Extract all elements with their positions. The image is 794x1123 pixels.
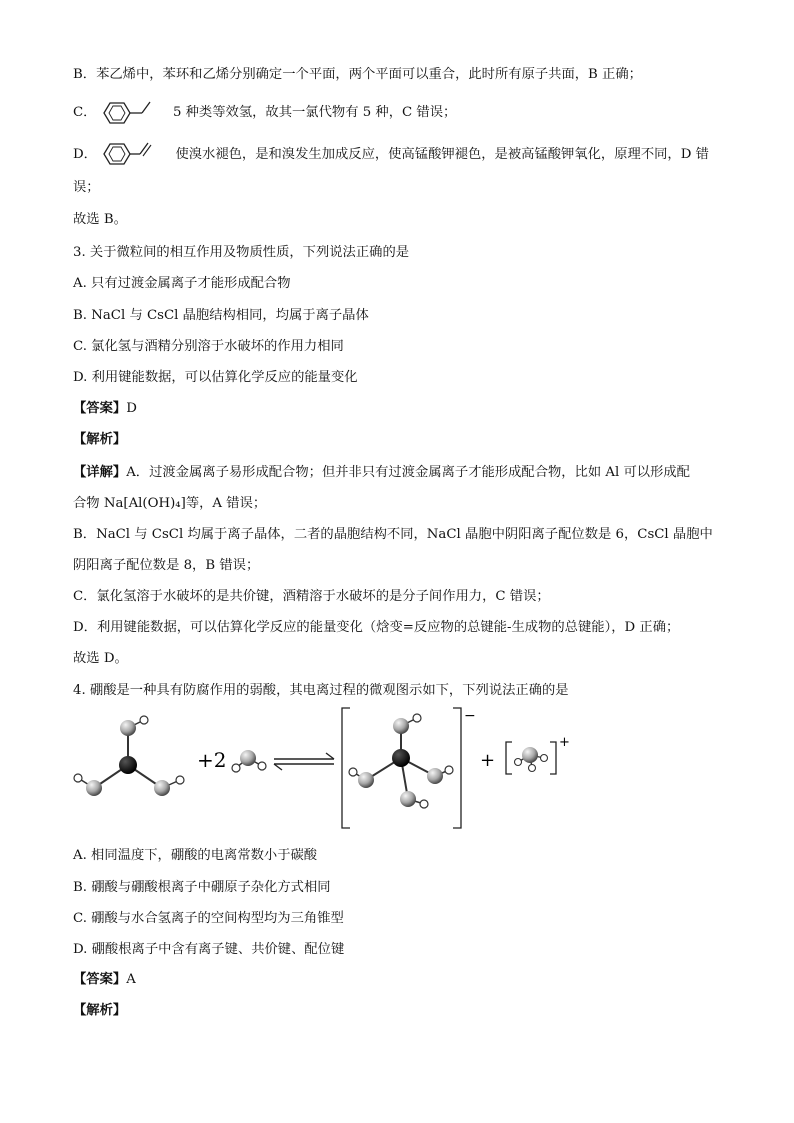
q3-answer-tag: 【答案】	[73, 401, 127, 416]
q3-detail-c: C．氯化氢溶于水破坏的是共价键，酒精溶于水破坏的是分子间作用力，C 错误；	[73, 589, 550, 604]
q3-option-b: B. NaCl 与 CsCl 晶胞结构相同，均属于离子晶体	[73, 308, 369, 323]
prev-line-c-text: 5 种类等效氢，故其一氯代物有 5 种，C 错误；	[172, 105, 457, 120]
q3-detail-tag: 【详解】	[73, 465, 127, 480]
q4-analysis-label: 【解析】	[73, 1003, 127, 1018]
equilibrium-arrow	[274, 753, 334, 770]
q4-option-b: B. 硼酸与硼酸根离子中硼原子杂化方式相同	[73, 880, 331, 895]
boric-acid-ionization-diagram	[60, 700, 600, 840]
prev-line-d-cont: 误；	[73, 180, 100, 195]
q3-option-c: C. 氯化氢与酒精分别溶于水破坏的作用力相同	[73, 339, 344, 354]
prev-line-b: B．苯乙烯中，苯环和乙烯分别确定一个平面，两个平面可以重合，此时所有原子共面，B 正确；	[73, 67, 642, 82]
q4-analysis-tag	[73, 1001, 126, 1021]
q3-analysis-tag	[73, 430, 126, 450]
plus-two-label: +2	[197, 748, 227, 772]
q3-option-a: A. 只有过渡金属离子才能形成配合物	[73, 276, 291, 291]
boric-acid-molecule	[74, 716, 184, 796]
q3-detail-d: D．利用键能数据，可以估算化学反应的能量变化（焓变=反应物的总键能-生成物的总键能），D 正确；	[73, 620, 680, 635]
ethylbenzene-structure-diagram	[96, 96, 158, 130]
q3-detail-a1: A．过渡金属离子易形成配合物；但并非只有过渡金属离子才能形成配合物，比如 Al 可以形成配	[126, 465, 690, 480]
q4-option-d: D. 硼酸根离子中含有离子键、共价键、配位键	[73, 942, 345, 957]
q3-detail-a2: 合物 Na[Al(OH)₄]等，A 错误；	[73, 496, 267, 511]
q3-conclusion: 故选 D。	[73, 651, 128, 666]
q3-detail-a	[73, 463, 690, 483]
q4-answer-value: A	[126, 972, 136, 987]
borate-ion	[342, 708, 476, 828]
q3-answer-value: D	[126, 401, 137, 416]
q4-option-a: A. 相同温度下，硼酸的电离常数小于碳酸	[73, 848, 318, 863]
water-molecule	[232, 750, 266, 772]
plus-sign: +	[480, 750, 496, 771]
prev-conclusion: 故选 B。	[73, 212, 127, 227]
styrene-structure-diagram	[96, 137, 158, 171]
borate-charge: −	[464, 708, 476, 724]
q4-stem: 4. 硼酸是一种具有防腐作用的弱酸，其电离过程的微观图示如下，下列说法正确的是	[73, 683, 569, 698]
prev-line-d-text: 使溴水褪色，是和溴发生加成反应，使高锰酸钾褪色，是被高锰酸钾氧化，原理不同，D 错	[175, 147, 709, 162]
hydronium-ion	[506, 735, 570, 774]
prev-line-d-prefix: D．	[73, 147, 97, 162]
q3-detail-b1: B．NaCl 与 CsCl 均属于离子晶体，二者的晶胞结构不同，NaCl 晶胞中阴阳离子配位数是 6，CsCl 晶胞中	[73, 527, 713, 542]
q3-detail-b2: 阴阳离子配位数是 8，B 错误；	[73, 558, 260, 573]
hydronium-charge: +	[559, 735, 570, 750]
q3-option-d: D. 利用键能数据，可以估算化学反应的能量变化	[73, 370, 358, 385]
q3-answer	[73, 399, 137, 419]
prev-line-c-prefix: C．	[73, 105, 97, 120]
q4-answer	[73, 970, 136, 990]
q3-analysis-label: 【解析】	[73, 432, 127, 447]
prev-line-d	[73, 145, 709, 165]
q3-stem: 3. 关于微粒间的相互作用及物质性质，下列说法正确的是	[73, 245, 410, 260]
q4-answer-tag: 【答案】	[73, 972, 127, 987]
q4-option-c: C. 硼酸与水合氢离子的空间构型均为三角锥型	[73, 911, 344, 926]
